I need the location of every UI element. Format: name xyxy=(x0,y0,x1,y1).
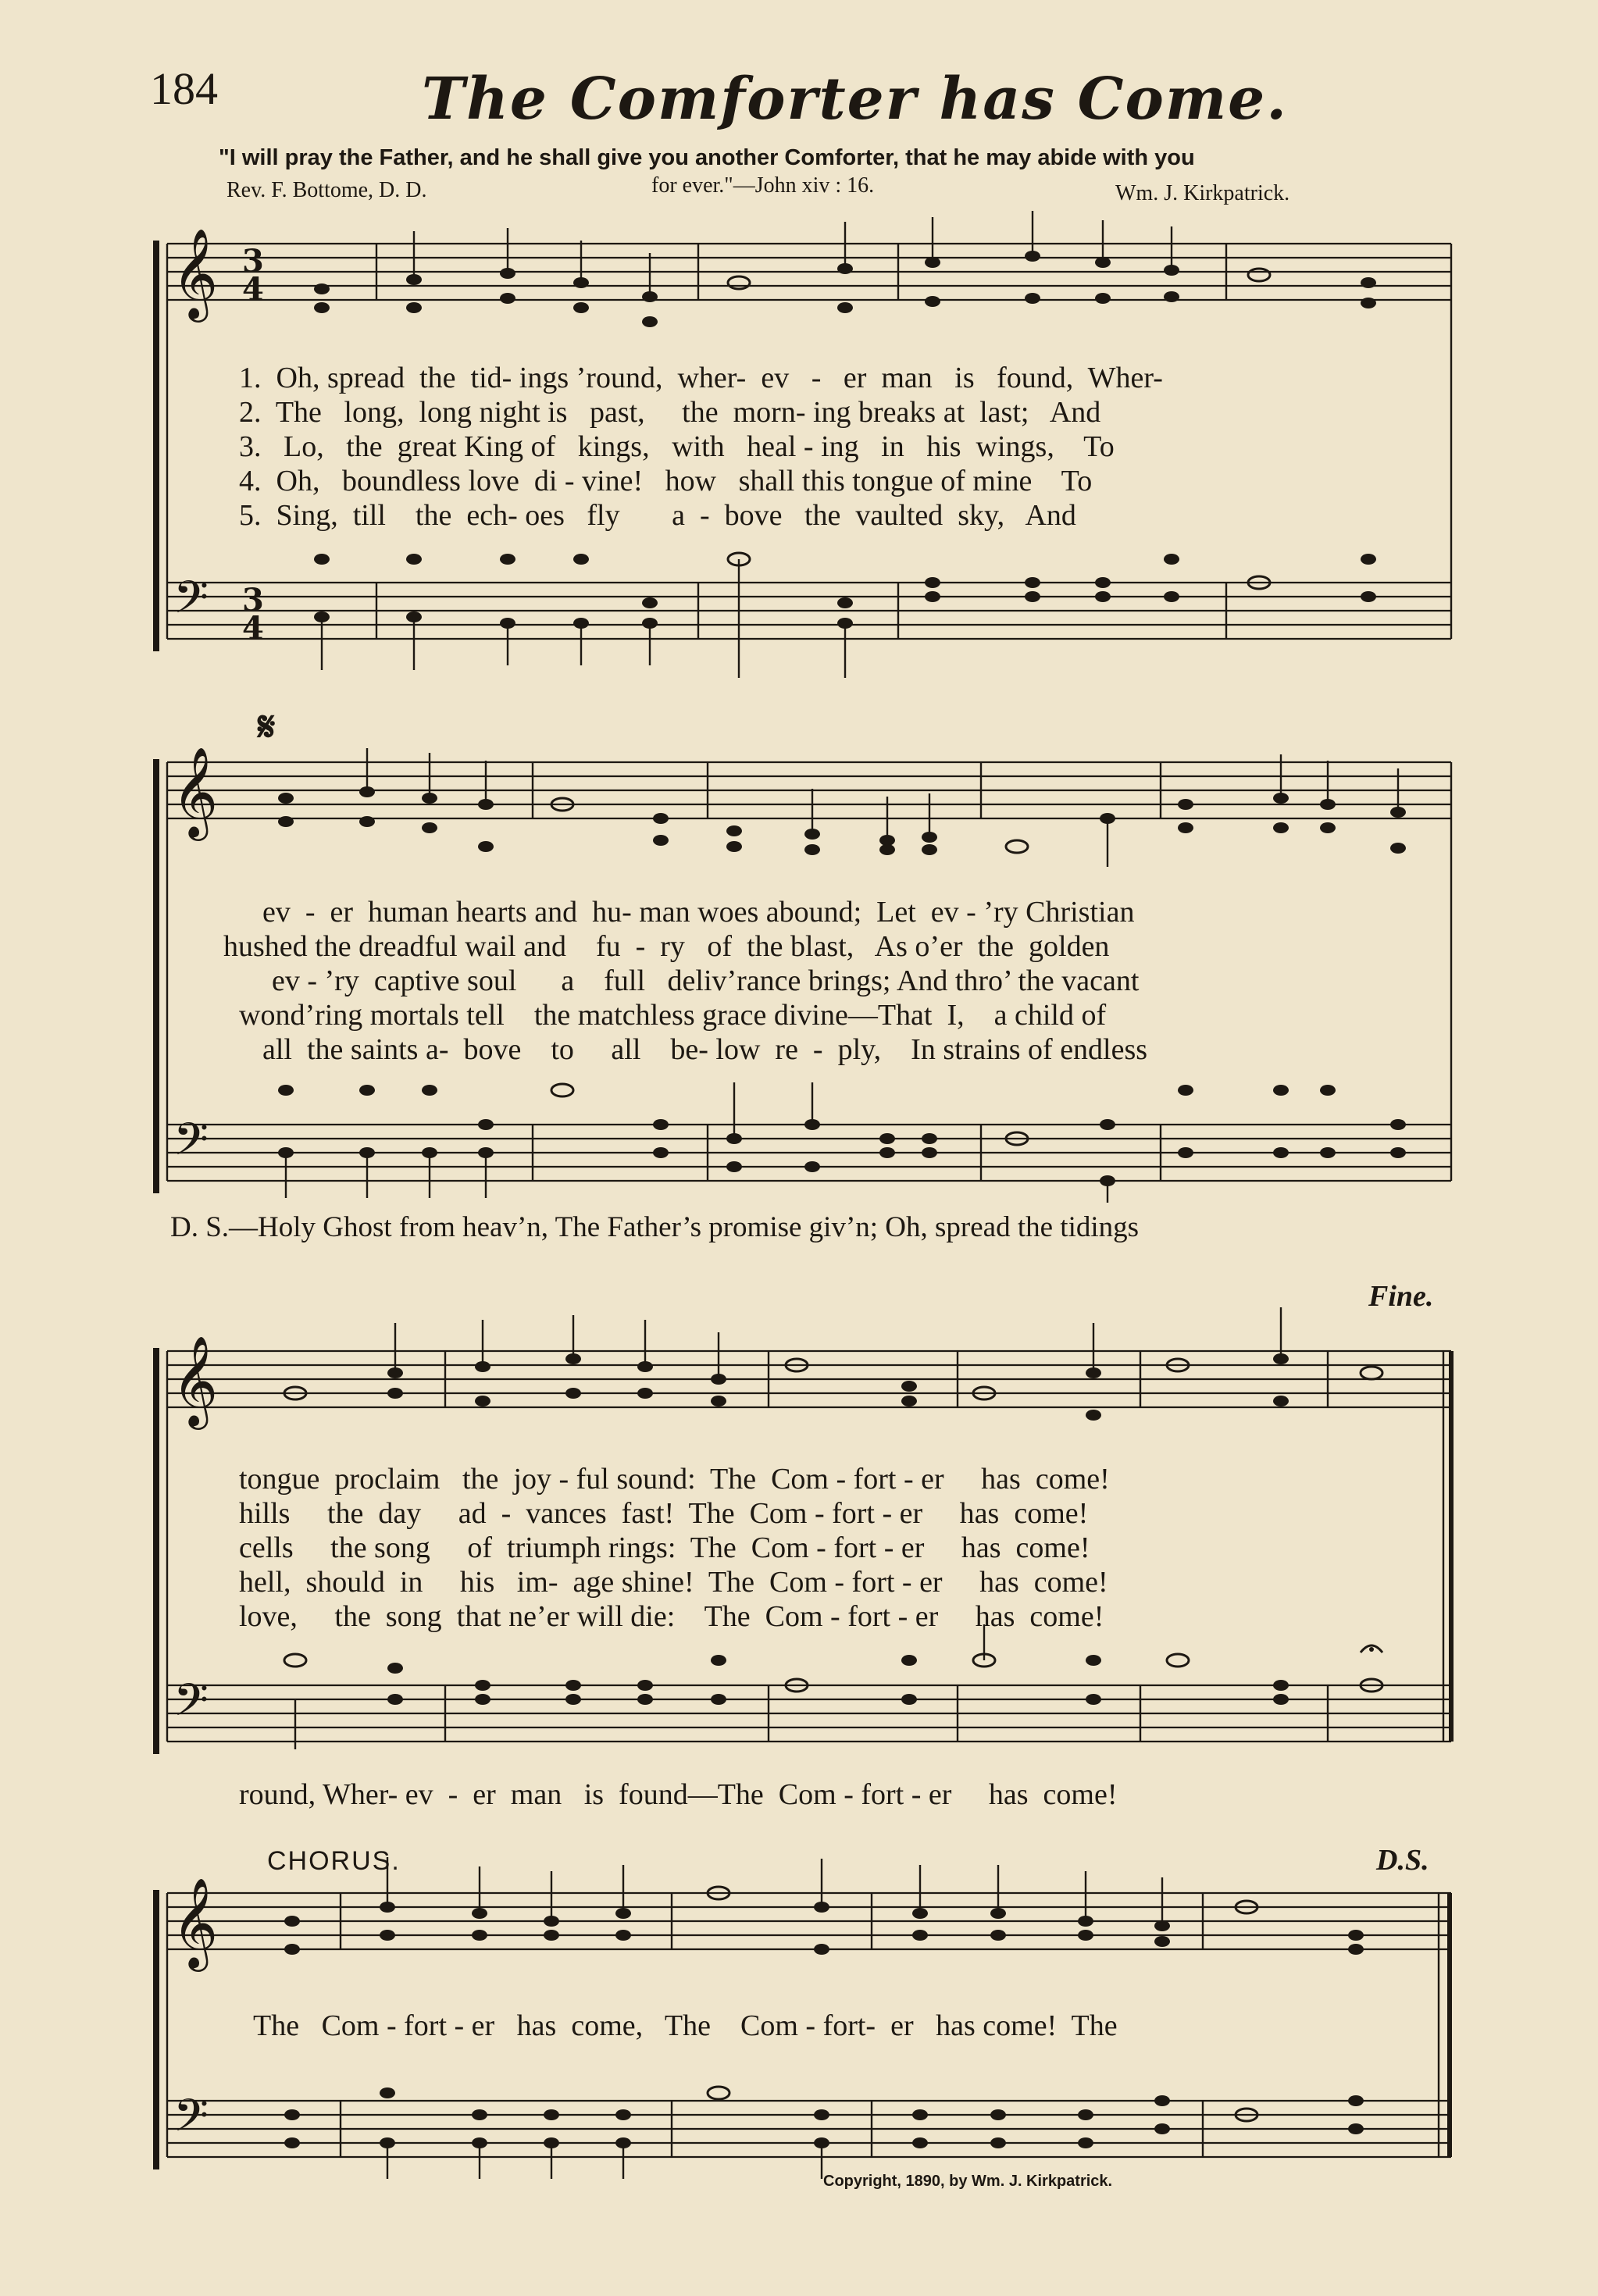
system1-verse-4: 4. Oh, boundless love di - vine! how shall this tongue of mine To xyxy=(239,465,1093,497)
system1-treble-staff xyxy=(167,244,1451,300)
author-credit: Rev. F. Bottome, D. D. xyxy=(227,178,427,202)
scripture-epigraph: "I will pray the Father, and he shall give you another Comforter, that he may abide with you xyxy=(219,145,1195,170)
page-number: 184 xyxy=(150,63,218,114)
system2-verse-5: all the saints a- bove to all be- low re - ply, In strains of endless xyxy=(262,1033,1148,1066)
ds-marker: D.S. xyxy=(1376,1844,1429,1877)
noteheads xyxy=(278,251,1406,2148)
fine-marker: Fine. xyxy=(1368,1280,1434,1313)
system3-bass-staff xyxy=(167,1685,1451,1742)
fermata-dot xyxy=(1369,1647,1374,1652)
da-capo-line: D. S.—Holy Ghost from heav’n, The Father’s promise giv’n; Oh, spread the tidings xyxy=(170,1211,1140,1243)
segno-icon: 𝄋 xyxy=(258,705,276,750)
treble-clef-icon: 𝄞 xyxy=(172,1877,219,1968)
time-signature-bottom: 4 xyxy=(242,610,264,647)
system3-verse-4: hell, should in his im- age shine! The Com - fort - er has come! xyxy=(239,1566,1108,1599)
system2-verse-4: wond’ring mortals tell the matchless grace divine—That I, a child of xyxy=(239,999,1107,1032)
treble-clef-icon: 𝄞 xyxy=(172,746,219,837)
system2-verse-2: hushed the dreadful wail and fu - ry of the blast, As o’er the golden xyxy=(223,930,1110,963)
system3-verse-3: cells the song of triumph rings: The Com - fort - er has come! xyxy=(239,1531,1090,1564)
system3-verse-5: love, the song that ne’er will die: The Com - fort - er has come! xyxy=(239,1600,1104,1633)
system3-verse-1: tongue proclaim the joy - ful sound: The Com - fort - er has come! xyxy=(239,1463,1110,1496)
copyright-notice: Copyright, 1890, by Wm. J. Kirkpatrick. xyxy=(823,2173,1113,2190)
system2-verse-3: ev - ’ry captive soul a full deliv’rance brings; And thro’ the vacant xyxy=(272,964,1140,997)
system1-verse-1: 1. Oh, spread the tid- ings ’round, wher- ev - er man is found, Wher- xyxy=(239,362,1163,394)
system1-verse-5: 5. Sing, till the ech- oes fly a - bove the vaulted sky, And xyxy=(239,499,1076,532)
bass-clef-icon: 𝄢 xyxy=(173,1674,209,1738)
chorus-lyric: The Com - fort - er has come, The Com - fort- er has come! The xyxy=(253,2009,1118,2042)
bass-clef-icon: 𝄢 xyxy=(173,571,209,635)
system-brackets xyxy=(153,241,159,2169)
treble-clef-icon: 𝄞 xyxy=(172,227,219,319)
treble-clef-icon: 𝄞 xyxy=(172,1335,219,1426)
scripture-reference: for ever."—John xiv : 16. xyxy=(651,173,875,198)
system3-verse-2: hills the day ad - vances fast! The Com - fort - er has come! xyxy=(239,1497,1089,1530)
time-signature-bottom: 4 xyxy=(242,271,264,308)
system1-bass-staff xyxy=(167,583,1451,639)
system3-treble-staff xyxy=(167,1351,1451,1407)
system4-bass-staff xyxy=(167,2101,1451,2157)
system2-verse-1: ev - er human hearts and hu- man woes abound; Let ev - ’ry Christian xyxy=(262,896,1135,929)
composer-credit: Wm. J. Kirkpatrick. xyxy=(1115,181,1290,205)
chorus-label: CHORUS. xyxy=(267,1846,401,1876)
bass-clef-icon: 𝄢 xyxy=(173,1113,209,1177)
system1-verse-3: 3. Lo, the great King of kings, with heal - ing in his wings, To xyxy=(239,430,1115,463)
refrain-line: round, Wher- ev - er man is found—The Com - fort - er has come! xyxy=(239,1778,1118,1811)
bass-clef-icon: 𝄢 xyxy=(173,2089,209,2153)
system1-verse-2: 2. The long, long night is past, the morn- ing breaks at last; And xyxy=(239,396,1101,429)
hymn-title: The Comforter has Come. xyxy=(422,66,1289,133)
system4-treble-staff xyxy=(167,1893,1451,1949)
time-signature-top: 3 xyxy=(242,243,264,280)
time-signature-top: 3 xyxy=(242,582,264,619)
